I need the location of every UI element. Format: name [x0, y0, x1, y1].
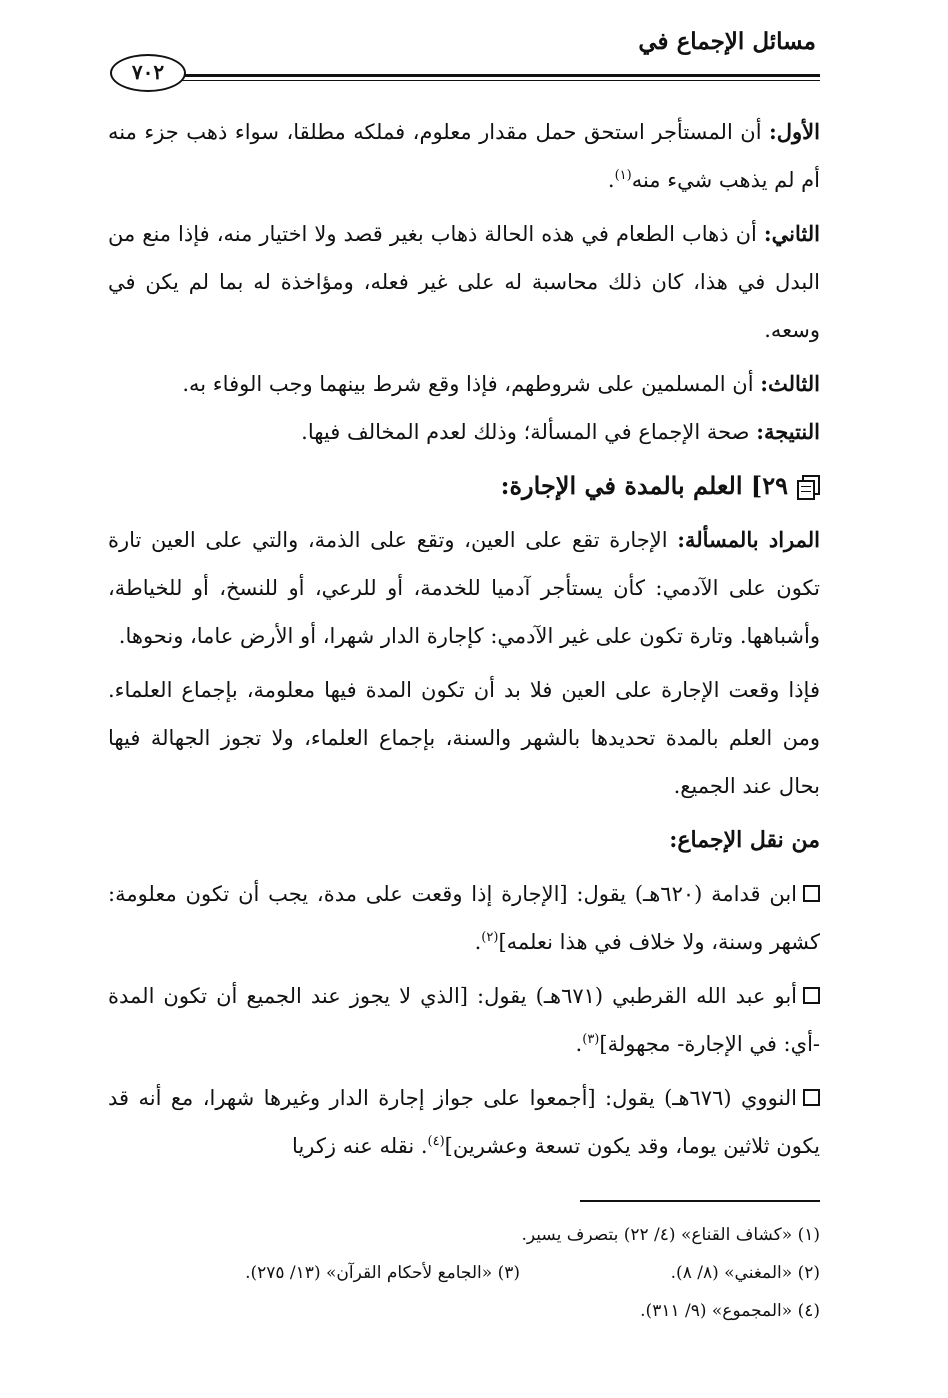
square-bullet-icon — [803, 1089, 820, 1106]
paragraph-first — [108, 108, 820, 204]
quote-text: النووي (٦٧٦هـ) يقول: [أجمعوا على جواز إجارة الدار وغيرها شهرا، مع أنه قد يكون ثلاثين يوما، وقد يكون تسعة وعشرين] — [108, 1086, 820, 1158]
paragraph-text: صحة الإجماع في المسألة؛ وذلك لعدم المخالف فيها. — [301, 420, 757, 444]
footnote-ref-3[interactable]: (٣) — [582, 1032, 600, 1047]
footnote-3: (٣) «الجامع لأحكام القرآن» (١٣/ ٢٧٥). — [245, 1263, 520, 1283]
paragraph-text: الإجارة تقع على العين، وتقع على الذمة، والتي على العين تارة تكون على الآدمي: كأن يستأجر آدميا للخدمة، أو للرعي، أو للنسخ، أو للخياطة، وأشباهها. وتارة تكون على غير الآدمي: كإجارة الدار شهرا، أو الأرض عاما، ونحوها. — [108, 528, 820, 648]
paragraph-text: أن ذهاب الطعام في هذه الحالة ذهاب بغير قصد ولا اختيار منه، فإذا منع من البدل في هذا، كان ذلك محاسبة له على غير فعله، ومؤاخذة له بما لم يكن في وسعه. — [108, 222, 820, 342]
footnote-row — [108, 1254, 820, 1292]
footnote-4: (٤) «المجموع» (٩/ ٣١١). — [640, 1301, 820, 1321]
footnote-2: (٢) «المغني» (٨/ ٨). — [670, 1263, 820, 1283]
transmission-heading: من نقل الإجماع: — [669, 827, 820, 853]
paragraph-text: فإذا وقعت الإجارة على العين فلا بد أن تكون المدة فيها معلومة، بإجماع العلماء. ومن العلم بالمدة تحديدها بالشهر والسنة، بإجماع العلماء، ولا تجوز الجهالة فيها بحال عند الجميع. — [108, 678, 820, 798]
footnote-ref-4[interactable]: (٤) — [427, 1134, 445, 1149]
header-rule-thin — [144, 80, 820, 81]
page-number: ٧٠٢ — [110, 54, 186, 92]
paragraph-third — [108, 360, 820, 408]
paragraph-end: . — [607, 168, 615, 192]
footnote-ref-2[interactable]: (٢) — [481, 930, 499, 945]
quote-item — [108, 1074, 820, 1170]
paragraph-label: الأول: — [769, 119, 820, 144]
main-text — [108, 108, 820, 1176]
quote-text: أبو عبد الله القرطبي (٦٧١هـ) يقول: [الذي لا يجوز عند الجميع أن تكون المدة -أي: في الإجارة- مجهولة] — [108, 984, 820, 1056]
quote-item — [108, 972, 820, 1068]
running-title: مسائل الإجماع في — [638, 28, 816, 55]
section-heading — [108, 462, 820, 510]
footnote-ref-1[interactable]: (١) — [614, 168, 632, 183]
square-bullet-icon — [803, 987, 820, 1004]
quote-end: . — [474, 930, 482, 954]
document-icon — [798, 475, 820, 497]
paragraph-text: أن المسلمين على شروطهم، فإذا وقع شرط بينهما وجب الوفاء به. — [182, 372, 761, 396]
header-rule-thick — [144, 74, 820, 77]
paragraph-label: الثاني: — [763, 221, 820, 246]
paragraph-text: أن المستأجر استحق حمل مقدار معلوم، فملكه مطلقا، سواء ذهب جزء منه أم لم يذهب شيء منه — [108, 120, 820, 192]
paragraph-second — [108, 210, 820, 354]
quote-text: ابن قدامة (٦٢٠هـ) يقول: [الإجارة إذا وقعت على مدة، يجب أن تكون معلومة: كشهر وسنة، ولا خلاف في هذا نعلمه] — [108, 882, 820, 954]
footnote-separator — [580, 1200, 820, 1202]
book-page — [108, 18, 820, 1378]
quote-end: . نقله عنه زكريا — [292, 1134, 428, 1158]
section-paragraph-ruling — [108, 666, 820, 810]
paragraph-label: المراد بالمسألة: — [677, 527, 820, 552]
paragraph-result — [108, 408, 820, 456]
page-header — [108, 28, 820, 88]
paragraph-label: النتيجة: — [756, 419, 820, 444]
quote-item — [108, 870, 820, 966]
square-bullet-icon — [803, 885, 820, 902]
section-title: ٢٩] العلم بالمدة في الإجارة: — [500, 471, 788, 500]
section-paragraph-definition — [108, 516, 820, 660]
paragraph-label: الثالث: — [760, 371, 820, 396]
footnote-1: (١) «كشاف القناع» (٤/ ٢٢) بتصرف يسير. — [521, 1225, 820, 1245]
footnotes — [108, 1216, 820, 1330]
quote-end: . — [575, 1032, 583, 1056]
